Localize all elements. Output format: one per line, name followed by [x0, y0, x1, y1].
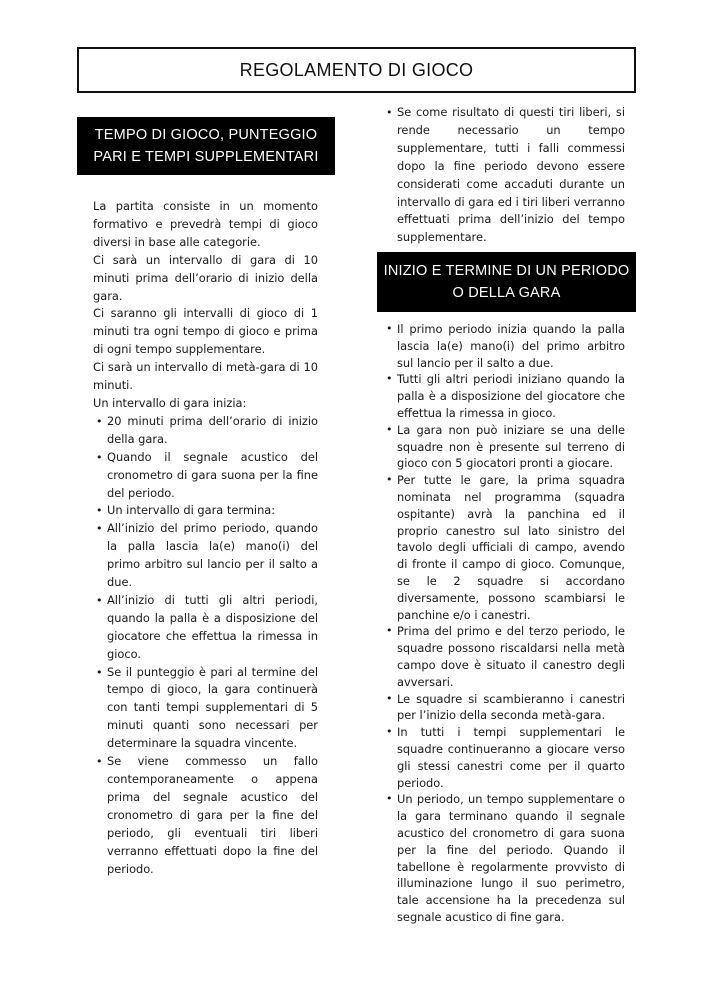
- bullet-icon: •: [96, 665, 103, 679]
- bullet-icon: •: [96, 522, 103, 536]
- list-item: [383, 724, 625, 791]
- list-item: [93, 664, 318, 754]
- bullet-icon: •: [386, 725, 393, 739]
- list-item-text: Un periodo, un tempo supplementare o la gara terminano quando il segnale acustico del cronometro di gara suona per la fine del periodo. Quando il tabellone è regolarmente provvisto di illuminazione lungo il suo perimetro, tale accensione ha la precedenza sul segnale acustico di fine gara.: [397, 792, 625, 924]
- list-item: [93, 520, 318, 592]
- list-item: [93, 592, 318, 664]
- heading-line: TEMPO DI GIOCO, PUNTEGGIO: [94, 127, 318, 143]
- paragraph: Ci sarà un intervallo di metà-gara di 10 minuti.: [93, 360, 318, 393]
- left-column-body: [93, 198, 318, 878]
- list-item: [383, 791, 625, 925]
- list-item-text: All’inizio di tutti gli altri periodi, quando la palla è a disposizione del giocatore che effettua la rimessa in gioco.: [107, 592, 318, 661]
- bullet-icon: •: [386, 372, 393, 386]
- list-item-text: In tutti i tempi supplementari le squadre continueranno a giocare verso gli stessi canestri come per il quarto periodo.: [397, 725, 625, 790]
- list-item-text: Per tutte le gare, la prima squadra nominata nel programma (squadra ospitante) avrà la panchina ed il proprio canestro sul lato sinistro del tavolo degli ufficiali di campo, avendo di fronte il campo di gioco. Comunque, se le 2 squadre si accordano diversamente, possono scambiarsi le panchine e/o i canestri.: [397, 473, 625, 622]
- section-heading-text: [93, 124, 318, 168]
- list-item: [383, 104, 625, 247]
- bullet-icon: •: [96, 414, 103, 428]
- list-item-text: Un intervallo di gara termina:: [107, 503, 276, 518]
- list-item: [93, 449, 318, 503]
- paragraph: Ci saranno gli intervalli di gioco di 1 minuti tra ogni tempo di gioco e prima di ogni tempo supplementare.: [93, 306, 318, 357]
- bullet-list: [93, 413, 318, 879]
- bullet-icon: •: [386, 106, 393, 119]
- list-item-text: La gara non può iniziare se una delle squadre non è presente sul terreno di gioco con 5 giocatori pronti a giocare.: [397, 422, 625, 471]
- bullet-icon: •: [386, 422, 393, 436]
- page-title-box: [77, 47, 636, 93]
- heading-line: O DELLA GARA: [452, 285, 561, 301]
- list-item: [383, 691, 625, 725]
- list-item: [93, 502, 318, 520]
- bullet-icon: •: [386, 792, 393, 806]
- bullet-icon: •: [96, 755, 103, 769]
- section-heading-game-time: [77, 117, 335, 175]
- list-item: [93, 413, 318, 449]
- list-item: [383, 623, 625, 690]
- section-heading-period-start-end: [377, 252, 636, 312]
- bullet-icon: •: [386, 691, 393, 705]
- list-item: [383, 321, 625, 371]
- bullet-icon: •: [386, 473, 393, 487]
- bullet-icon: •: [96, 450, 103, 464]
- bullet-list: [383, 104, 625, 247]
- list-item: [383, 371, 625, 421]
- heading-line: PARI E TEMPI SUPPLEMENTARI: [93, 149, 319, 165]
- bullet-icon: •: [96, 504, 103, 518]
- bullet-icon: •: [386, 624, 393, 638]
- list-item: [93, 753, 318, 878]
- list-item: [383, 472, 625, 623]
- bullet-icon: •: [386, 322, 393, 335]
- bullet-list: [383, 321, 625, 926]
- paragraph: Un intervallo di gara inizia:: [93, 395, 247, 410]
- section-heading-text: [384, 260, 630, 304]
- right-column-body: [383, 321, 625, 926]
- list-item-text: 20 minuti prima dell’orario di inizio della gara.: [107, 413, 318, 446]
- paragraph: Ci sarà un intervallo di gara di 10 minuti prima dell’orario di inizio della gara.: [93, 252, 318, 303]
- list-item-text: Se come risultato di questi tiri liberi, si rende necessario un tempo supplementare, tutti i falli commessi dopo la fine periodo devono essere considerati come accaduti durante un intervallo di gara ed i tiri liberi verranno effettuati prima dell’inizio del tempo supplementare.: [397, 105, 625, 245]
- list-item-text: Il primo periodo inizia quando la palla lascia la(e) mano(i) del primo arbitro sul lancio per il salto a due.: [397, 322, 625, 370]
- list-item-text: Tutti gli altri periodi iniziano quando la palla è a disposizione del giocatore che effettua la rimessa in gioco.: [397, 372, 625, 420]
- list-item: [383, 422, 625, 472]
- bullet-icon: •: [96, 593, 103, 607]
- list-item-text: All’inizio del primo periodo, quando la palla lascia la(e) mano(i) del primo arbitro sul lancio per il salto a due.: [107, 521, 318, 590]
- page-title: REGOLAMENTO DI GIOCO: [239, 59, 474, 80]
- list-item-text: Le squadre si scambieranno i canestri per l’inizio della seconda metà-gara.: [397, 691, 625, 723]
- list-item-text: Se il punteggio è pari al termine del tempo di gioco, la gara continuerà con tanti tempi supplementari di 5 minuti quanti sono necessari per determinare la squadra vincente.: [107, 664, 318, 751]
- list-item-text: Quando il segnale acustico del cronometro di gara suona per la fine del periodo.: [107, 449, 318, 500]
- list-item-text: Prima del primo e del terzo periodo, le squadre possono riscaldarsi nella metà campo dove è situato il canestro degli avversari.: [397, 624, 625, 689]
- paragraph: La partita consiste in un momento formativo e prevedrà tempi di gioco diversi in base alle categorie.: [93, 199, 318, 249]
- right-column-continuation: [383, 104, 625, 247]
- heading-line: INIZIO E TERMINE DI UN PERIODO: [383, 263, 630, 279]
- list-item-text: Se viene commesso un fallo contemporaneamente o appena prima del segnale acustico del cronometro di gara per la fine del periodo, gli eventuali tiri liberi verranno effettuati dopo la fine del periodo.: [107, 754, 318, 876]
